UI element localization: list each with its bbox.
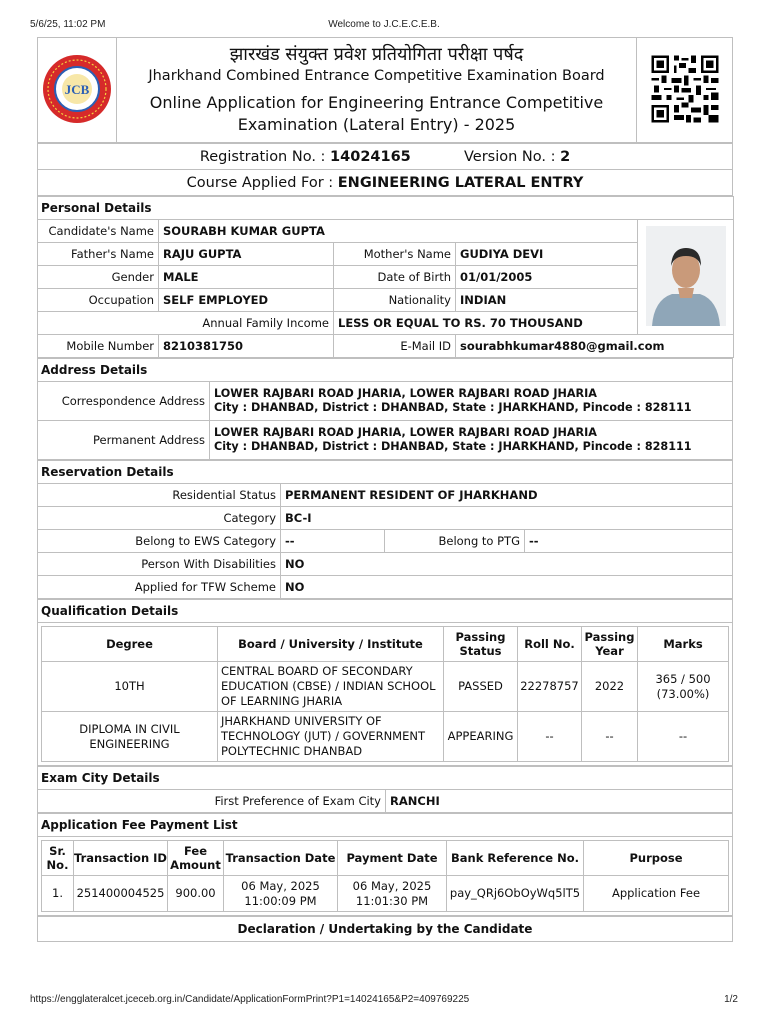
section-heading-personal: Personal Details: [38, 197, 734, 220]
candidate-photo-cell: [638, 220, 734, 335]
qual-degree: 10TH: [42, 662, 218, 712]
board-logo-text: JCB: [64, 81, 90, 97]
income-value: LESS OR EQUAL TO RS. 70 THOUSAND: [334, 312, 638, 335]
ptg-label: Belong to PTG: [385, 530, 525, 553]
qualification-table-wrap: [38, 623, 733, 766]
candidate-photo: [646, 226, 726, 326]
pay-bank-ref: pay_QRj6ObOyWq5lT5: [447, 876, 584, 912]
qual-year: --: [582, 712, 638, 762]
pwd-value: NO: [281, 553, 733, 576]
dob-value: 01/01/2005: [456, 266, 638, 289]
personal-details: [37, 196, 734, 358]
print-page-title: Welcome to J.C.E.C.E.B.: [328, 19, 440, 30]
print-datetime: 5/6/25, 11:02 PM: [30, 19, 106, 30]
qual-year: 2022: [582, 662, 638, 712]
payment-details: [37, 813, 733, 916]
application-title-line2: Examination (Lateral Entry) - 2025: [237, 115, 516, 134]
qual-board: CENTRAL BOARD OF SECONDARY EDUCATION (CBSE) / INDIAN SCHOOL OF LEARNING JHARIA: [218, 662, 444, 712]
candidate-name-label: Candidate's Name: [38, 220, 159, 243]
category-value: BC-I: [281, 507, 733, 530]
course-info: [38, 170, 733, 196]
mobile-label: Mobile Number: [38, 335, 159, 358]
pay-sr: 1.: [42, 876, 74, 912]
pay-col-bank-ref: Bank Reference No.: [447, 841, 584, 876]
registration-label: Registration No. :: [199, 148, 326, 165]
board-name-hindi: झारखंड संयुक्त प्रवेश प्रतियोगिता परीक्षा पर्षद: [229, 44, 524, 65]
qual-col-degree: Degree: [42, 627, 218, 662]
qual-board: JHARKHAND UNIVERSITY OF TECHNOLOGY (JUT) / GOVERNMENT POLYTECHNIC DHANBAD: [218, 712, 444, 762]
dob-label: Date of Birth: [334, 266, 456, 289]
pay-purpose: Application Fee: [584, 876, 729, 912]
candidate-name-value: SOURABH KUMAR GUPTA: [159, 220, 638, 243]
board-logo-cell: [38, 38, 117, 143]
email-label: E-Mail ID: [334, 335, 456, 358]
section-heading-reservation: Reservation Details: [38, 461, 733, 484]
father-name-value: RAJU GUPTA: [159, 243, 334, 266]
address-details: [37, 358, 733, 460]
email-value: sourabhkumar4880@gmail.com: [456, 335, 734, 358]
form-header: [37, 37, 733, 143]
table-row: [42, 712, 729, 762]
nationality-label: Nationality: [334, 289, 456, 312]
tfw-label: Applied for TFW Scheme: [38, 576, 281, 599]
correspondence-address-line2: City : DHANBAD, District : DHANBAD, State : JHARKHAND, Pincode : 828111: [214, 401, 692, 414]
qual-marks: --: [638, 712, 729, 762]
qual-roll: --: [518, 712, 582, 762]
gender-value: MALE: [159, 266, 334, 289]
qual-col-marks: Marks: [638, 627, 729, 662]
correspondence-address-value: [210, 382, 733, 421]
registration-number: 14024165: [330, 148, 411, 165]
application-form: [37, 37, 733, 942]
mobile-value: 8210381750: [159, 335, 334, 358]
table-row: [42, 876, 729, 912]
qualification-details: [37, 599, 733, 766]
pay-col-txn-id: Transaction ID: [74, 841, 168, 876]
qual-col-status: Passing Status: [444, 627, 518, 662]
qr-code-icon: [649, 53, 721, 125]
course-label: Course Applied For :: [186, 174, 334, 191]
residential-status-value: PERMANENT RESIDENT OF JHARKHAND: [281, 484, 733, 507]
pay-col-purpose: Purpose: [584, 841, 729, 876]
board-name-english: Jharkhand Combined Entrance Competitive Examination Board: [148, 68, 605, 84]
pay-col-pay-date: Payment Date: [338, 841, 447, 876]
pwd-label: Person With Disabilities: [38, 553, 281, 576]
qual-degree: DIPLOMA IN CIVIL ENGINEERING: [42, 712, 218, 762]
reservation-details: [37, 460, 733, 599]
board-logo-icon: [41, 53, 113, 125]
ews-value: --: [281, 530, 385, 553]
gender-label: Gender: [38, 266, 159, 289]
correspondence-address-line1: LOWER RAJBARI ROAD JHARIA, LOWER RAJBARI ROAD JHARIA: [214, 387, 597, 400]
permanent-address-line2: City : DHANBAD, District : DHANBAD, State : JHARKHAND, Pincode : 828111: [214, 440, 692, 453]
tfw-value: NO: [281, 576, 733, 599]
pay-amount: 900.00: [168, 876, 224, 912]
pay-col-amount: Fee Amount: [168, 841, 224, 876]
version-number: 2: [560, 148, 571, 165]
registration-block: [37, 143, 733, 196]
income-label: Annual Family Income: [38, 312, 334, 335]
qual-roll: 22278757: [518, 662, 582, 712]
pay-col-txn-date: Transaction Date: [224, 841, 338, 876]
qual-status: PASSED: [444, 662, 518, 712]
occupation-value: SELF EMPLOYED: [159, 289, 334, 312]
mother-name-value: GUDIYA DEVI: [456, 243, 638, 266]
application-title-line1: Online Application for Engineering Entrance Competitive: [149, 93, 604, 112]
permanent-address-value: [210, 421, 733, 460]
qual-col-roll: Roll No.: [518, 627, 582, 662]
exam-city-details: [37, 766, 733, 813]
exam-city-value: RANCHI: [386, 790, 733, 813]
payment-table-wrap: [38, 837, 733, 916]
category-label: Category: [38, 507, 281, 530]
section-heading-payment: Application Fee Payment List: [38, 814, 733, 837]
payment-table: [41, 840, 729, 912]
qual-col-board: Board / University / Institute: [218, 627, 444, 662]
section-heading-exam-city: Exam City Details: [38, 767, 733, 790]
ews-label: Belong to EWS Category: [38, 530, 281, 553]
application-title: [117, 92, 636, 136]
version-label: Version No. :: [463, 148, 556, 165]
ptg-value: --: [525, 530, 733, 553]
qual-marks: 365 / 500 (73.00%): [638, 662, 729, 712]
pay-txn-date: 06 May, 2025 11:00:09 PM: [224, 876, 338, 912]
section-heading-address: Address Details: [38, 359, 733, 382]
qual-status: APPEARING: [444, 712, 518, 762]
course-value: ENGINEERING LATERAL ENTRY: [337, 174, 584, 191]
form-title-cell: [117, 38, 637, 143]
qr-code-cell: [637, 38, 733, 143]
print-page-number: 1/2: [724, 994, 738, 1005]
pay-txn-id: 251400004525: [74, 876, 168, 912]
father-name-label: Father's Name: [38, 243, 159, 266]
permanent-address-line1: LOWER RAJBARI ROAD JHARIA, LOWER RAJBARI ROAD JHARIA: [214, 426, 597, 439]
declaration-heading: Declaration / Undertaking by the Candidate: [38, 917, 733, 942]
table-row: [42, 662, 729, 712]
mother-name-label: Mother's Name: [334, 243, 456, 266]
section-heading-qualification: Qualification Details: [38, 600, 733, 623]
pay-pay-date: 06 May, 2025 11:01:30 PM: [338, 876, 447, 912]
occupation-label: Occupation: [38, 289, 159, 312]
nationality-value: INDIAN: [456, 289, 638, 312]
print-footer: [30, 994, 738, 1005]
exam-city-label: First Preference of Exam City: [38, 790, 386, 813]
qual-col-year: Passing Year: [582, 627, 638, 662]
correspondence-address-label: Correspondence Address: [38, 382, 210, 421]
residential-status-label: Residential Status: [38, 484, 281, 507]
pay-col-sr: Sr. No.: [42, 841, 74, 876]
declaration: [37, 916, 733, 942]
registration-info: [38, 144, 733, 170]
permanent-address-label: Permanent Address: [38, 421, 210, 460]
qualification-table: [41, 626, 729, 762]
print-url: https://engglateralcet.jceceb.org.in/Candidate/ApplicationFormPrint?P1=14024165&P2=409769225: [30, 994, 470, 1005]
